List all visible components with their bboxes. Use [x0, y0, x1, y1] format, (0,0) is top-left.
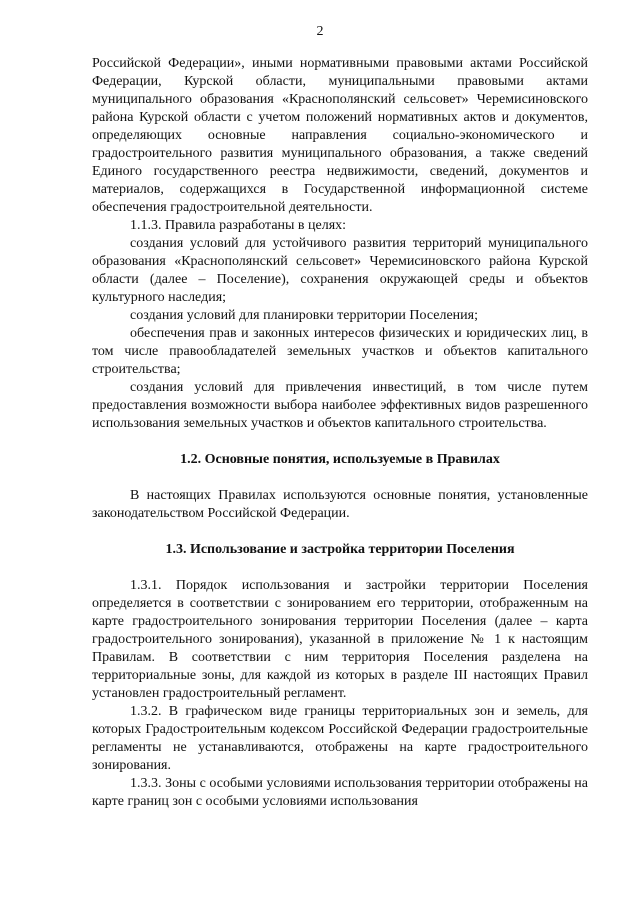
goal-item: создания условий для привлечения инвестиций, в том числе путем предоставления возможности выбора наиболее эффективных видов разрешенного использования земельных участков и объектов капитального строительства. — [92, 380, 588, 431]
clause-1-3-1: 1.3.1. Порядок использования и застройки территории Поселения определяется в соответствии с зонированием его территории, отображенным на карте градостроительного зонирования территории Поселения (далее – карта градостроительного зонирования), указанной в приложение № 1 к настоящим Правилам. В соответствии с ним территория Поселения разделена на территориальные зоны, для каждой из которых в разделе III настоящих Правил установлен градостроительный регламент. — [92, 578, 588, 701]
document-body — [92, 55, 588, 811]
clause-1-1-3-heading: 1.1.3. Правила разработаны в целях: — [130, 218, 347, 233]
goal-item: обеспечения прав и законных интересов физических и юридических лиц, в том числе правообладателей земельных участков и объектов капитального строительства; — [92, 326, 588, 377]
clause-1-3-3: 1.3.3. Зоны с особыми условиями использования территории отображены на карте границ зон с особыми условиями использования — [92, 776, 588, 809]
section-1-2-text: В настоящих Правилах используются основные понятия, установленные законодательством Российской Федерации. — [92, 488, 588, 521]
clause-1-3-2: 1.3.2. В графическом виде границы территориальных зон и земель, для которых Градостроительным кодексом Российской Федерации градостроительные регламенты не устанавливаются, отображены на карте градостроительного зонирования. — [92, 704, 588, 773]
page-number: 2 — [316, 24, 324, 39]
section-1-2-title: 1.2. Основные понятия, используемые в Правилах — [180, 452, 500, 467]
goal-item: создания условий для планировки территории Поселения; — [130, 308, 478, 323]
goal-item: создания условий для устойчивого развития территорий муниципального образования «Краснополянский сельсовет» Черемисиновского района Курской области (далее – Поселение), сохранения окружающей среды и объектов культурного наследия; — [92, 236, 588, 305]
intro-paragraph: Российской Федерации», иными нормативными правовыми актами Российской Федерации, Курской области, муниципальными правовыми актами муниципального образования «Краснополянский сельсовет» Черемисиновского района Курской области с учетом положений нормативных актов и документов, определяющих основные направления социально-экономического и градостроительного развития муниципального образования, а также сведений Единого государственного реестра недвижимости, сведений, документов и материалов, содержащихся в Государственной информационной системе обеспечения градостроительной деятельности. — [92, 56, 588, 215]
section-1-3-title: 1.3. Использование и застройка территории Поселения — [165, 542, 515, 557]
